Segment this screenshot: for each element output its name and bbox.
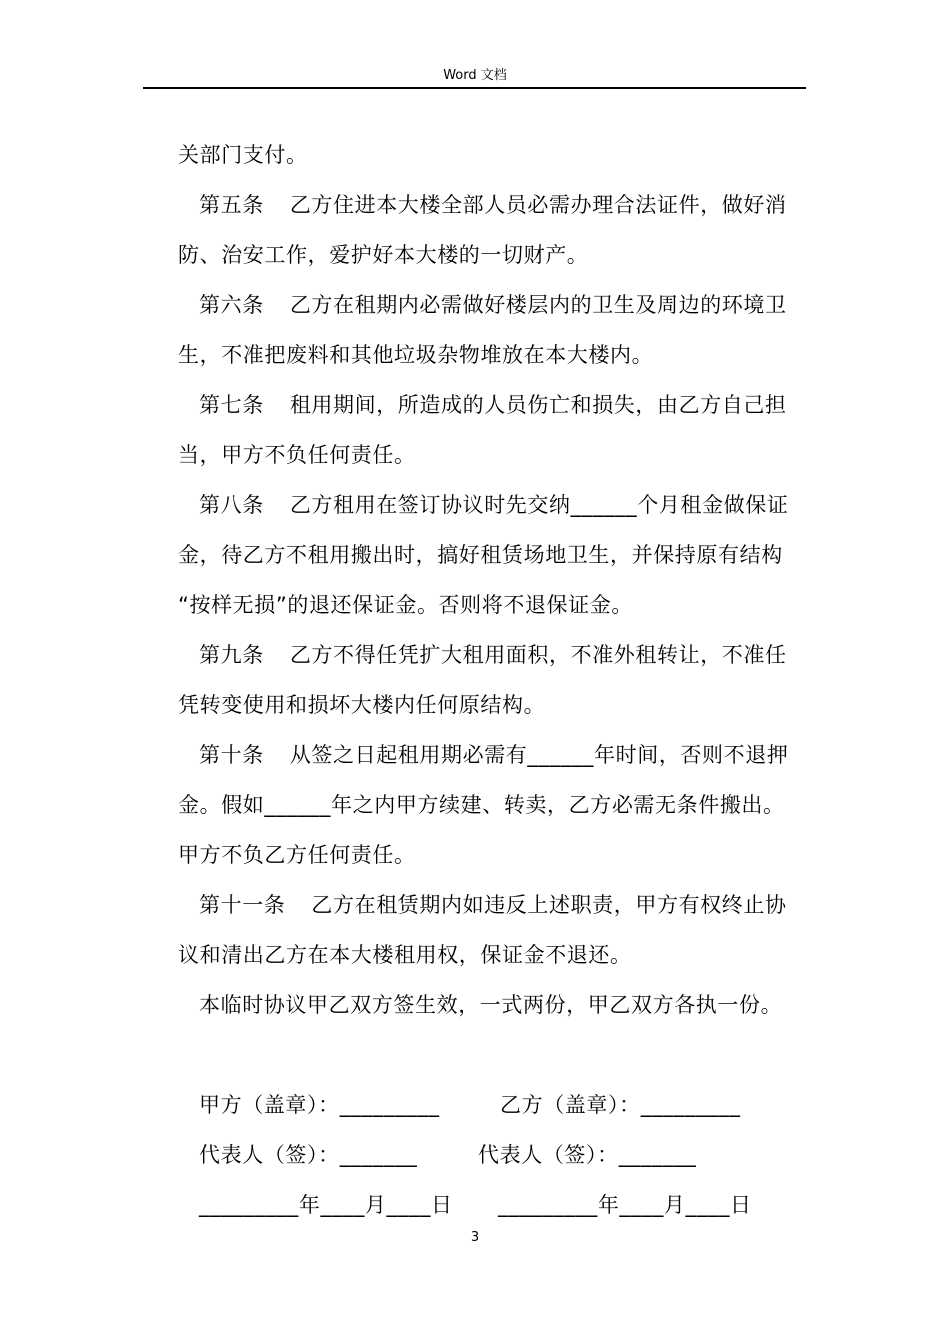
paragraph-line: 防、治安工作，爱护好本大楼的一切财产。 xyxy=(178,243,589,267)
article-label: 第五条 xyxy=(199,193,264,217)
fill-blank: _______ xyxy=(618,1143,697,1167)
signature-row-date xyxy=(178,1180,808,1230)
paragraph-line: 金，待乙方不租用搬出时，搞好租赁场地卫生，并保持原有结构 xyxy=(178,543,783,567)
article-label: 第十条 xyxy=(199,743,264,767)
paragraph-line: 当，甲方不负任何责任。 xyxy=(178,443,416,467)
article-label: 第七条 xyxy=(199,393,264,417)
fill-blank: _________ xyxy=(339,1093,440,1117)
article-label: 第八条 xyxy=(199,493,264,517)
header-divider xyxy=(143,87,806,89)
fill-blank: ____ xyxy=(685,1193,730,1217)
fill-blank: ______ xyxy=(570,493,638,517)
fill-blank: _________ xyxy=(498,1193,598,1217)
article-9-line: 第九条 乙方不得任凭扩大租用面积，不准外租转让，不准任 xyxy=(199,643,787,667)
article-8-line: 第八条 乙方租用在签订协议时先交纳______个月租金做保证 xyxy=(199,493,789,517)
signature-row-party xyxy=(178,1080,808,1130)
article-label: 第六条 xyxy=(199,293,264,317)
paragraph-line: 凭转变使用和损坏大楼内任何原结构。 xyxy=(178,693,546,717)
fill-blank: _________ xyxy=(640,1093,741,1117)
article-label: 第十一条 xyxy=(199,893,286,917)
fill-blank: ______ xyxy=(527,743,595,767)
paragraph-line: “按样无损”的退还保证金。否则将不退保证金。 xyxy=(178,593,633,617)
closing-line: 本临时协议甲乙双方签生效，一式两份，甲乙双方各执一份。 xyxy=(199,993,783,1017)
article-6-line: 第六条 乙方在租期内必需做好楼层内的卫生及周边的环境卫 xyxy=(199,293,787,317)
paragraph-line: 甲方不负乙方任何责任。 xyxy=(178,843,416,867)
date-a: _________年____月____日 xyxy=(199,1193,453,1217)
paragraph-line: 议和清出乙方在本大楼租用权，保证金不退还。 xyxy=(178,943,632,967)
rep-b-sign: 代表人（签）：_______ xyxy=(478,1143,697,1167)
fill-blank: ____ xyxy=(619,1193,664,1217)
article-10-line: 第十条 从签之日起租用期必需有______年时间，否则不退押 xyxy=(199,743,789,767)
article-5-line: 第五条 乙方住进本大楼全部人员必需办理合法证件，做好消 xyxy=(199,193,787,217)
document-body xyxy=(178,130,808,1230)
article-label: 第九条 xyxy=(199,643,264,667)
fill-blank: _________ xyxy=(199,1193,299,1217)
party-a-seal: 甲方（盖章）：_________ xyxy=(199,1093,440,1117)
fill-blank: _______ xyxy=(339,1143,418,1167)
signature-row-representative xyxy=(178,1130,808,1180)
fill-blank: ____ xyxy=(386,1193,431,1217)
article-11-line: 第十一条 乙方在租赁期内如违反上述职责，甲方有权终止协 xyxy=(199,893,787,917)
page-number: 3 xyxy=(470,1230,480,1245)
fill-blank: ______ xyxy=(264,793,332,817)
rep-a-sign: 代表人（签）：_______ xyxy=(199,1143,418,1167)
fill-blank: ____ xyxy=(320,1193,365,1217)
article-7-line: 第七条 租用期间，所造成的人员伤亡和损失，由乙方自己担 xyxy=(199,393,787,417)
paragraph-line: 关部门支付。 xyxy=(178,143,308,167)
paragraph-line: 生，不准把废料和其他垃圾杂物堆放在本大楼内。 xyxy=(178,343,654,367)
party-b-seal: 乙方（盖章）：_________ xyxy=(500,1093,741,1117)
page-header-title: Word 文档 xyxy=(443,68,507,83)
date-b: _________年____月____日 xyxy=(498,1193,752,1217)
paragraph-line: 金。假如______年之内甲方续建、转卖，乙方必需无条件搬出。 xyxy=(178,793,785,817)
